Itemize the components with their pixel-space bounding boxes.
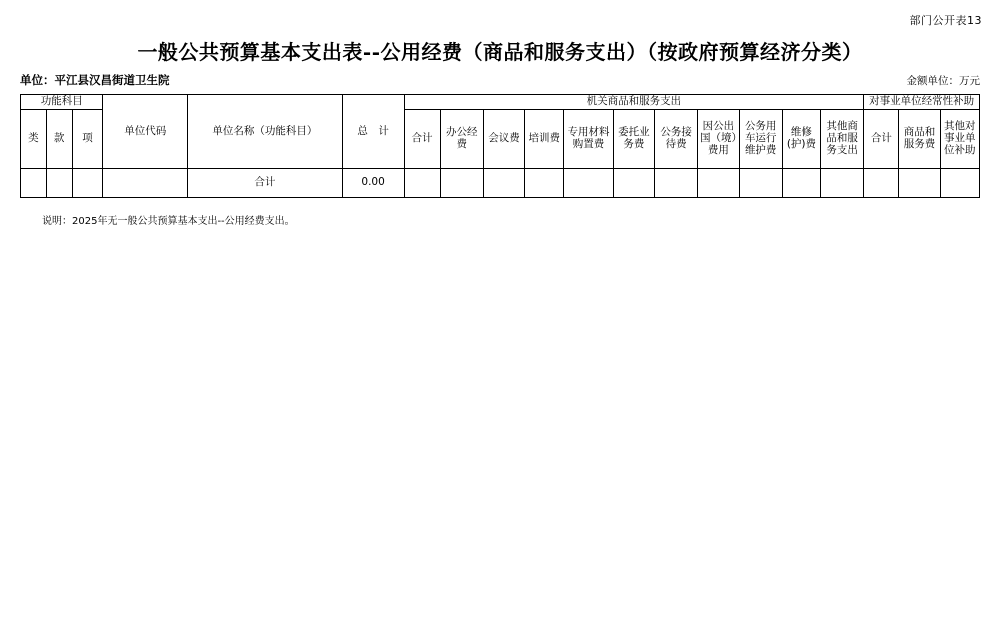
header-gs-maintenance: 维修(护)费 bbox=[782, 109, 820, 168]
header-gs-special-material: 专用材料购置费 bbox=[564, 109, 613, 168]
cell-gs-total bbox=[404, 168, 440, 197]
header-total: 总 计 bbox=[342, 95, 404, 169]
header-gs-vehicle: 公务用车运行维护费 bbox=[739, 109, 782, 168]
header-unit-code: 单位代码 bbox=[103, 95, 188, 169]
budget-table bbox=[20, 94, 980, 198]
header-gs-other: 其他商品和服务支出 bbox=[820, 109, 863, 168]
header-unit-name: 单位名称（功能科目） bbox=[188, 95, 343, 169]
header-xiang: 项 bbox=[72, 109, 103, 168]
page-title: 一般公共预算基本支出表--公用经费（商品和服务支出）（按政府预算经济分类） bbox=[137, 40, 863, 64]
cell-is-goods bbox=[899, 168, 940, 197]
form-number: 部门公开表13 bbox=[909, 14, 982, 27]
header-gs-meeting: 会议费 bbox=[483, 109, 524, 168]
header-gs-training: 培训费 bbox=[525, 109, 564, 168]
header-gs-total: 合计 bbox=[404, 109, 440, 168]
cell-lei bbox=[21, 168, 47, 197]
header-is-total: 合计 bbox=[864, 109, 899, 168]
table-note: 说明：2025年无一般公共预算基本支出--公用经费支出。 bbox=[42, 216, 295, 227]
cell-is-total bbox=[864, 168, 899, 197]
header-gs-entrusted: 委托业务费 bbox=[613, 109, 654, 168]
header-institution-subsidy: 对事业单位经常性补助 bbox=[864, 95, 980, 110]
header-lei: 类 bbox=[21, 109, 47, 168]
header-is-goods: 商品和服务费 bbox=[899, 109, 940, 168]
cell-gs-entrusted bbox=[613, 168, 654, 197]
header-function-subject: 功能科目 bbox=[21, 95, 103, 110]
cell-gs-maintenance bbox=[782, 168, 820, 197]
cell-kuan bbox=[46, 168, 72, 197]
header-goods-services: 机关商品和服务支出 bbox=[404, 95, 864, 110]
header-row-group bbox=[21, 95, 980, 110]
cell-gs-other bbox=[820, 168, 863, 197]
amount-unit-label: 金额单位：万元 bbox=[906, 75, 980, 87]
cell-is-other bbox=[940, 168, 979, 197]
cell-xiang bbox=[72, 168, 103, 197]
cell-gs-hospitality bbox=[655, 168, 698, 197]
meta-row bbox=[20, 72, 980, 88]
header-is-other: 其他对事业单位补助 bbox=[940, 109, 979, 168]
cell-unit-name: 合计 bbox=[188, 168, 343, 197]
cell-unit-code bbox=[103, 168, 188, 197]
header-gs-overseas: 因公出国（境）费用 bbox=[698, 109, 739, 168]
header-gs-office: 办公经费 bbox=[440, 109, 483, 168]
unit-label: 单位：平江县汉昌街道卫生院 bbox=[20, 73, 170, 87]
cell-gs-special-material bbox=[564, 168, 613, 197]
cell-gs-vehicle bbox=[739, 168, 782, 197]
cell-gs-meeting bbox=[483, 168, 524, 197]
cell-gs-overseas bbox=[698, 168, 739, 197]
header-kuan: 款 bbox=[46, 109, 72, 168]
table-row bbox=[21, 168, 980, 197]
cell-total: 0.00 bbox=[342, 168, 404, 197]
cell-gs-training bbox=[525, 168, 564, 197]
cell-gs-office bbox=[440, 168, 483, 197]
header-gs-hospitality: 公务接待费 bbox=[655, 109, 698, 168]
